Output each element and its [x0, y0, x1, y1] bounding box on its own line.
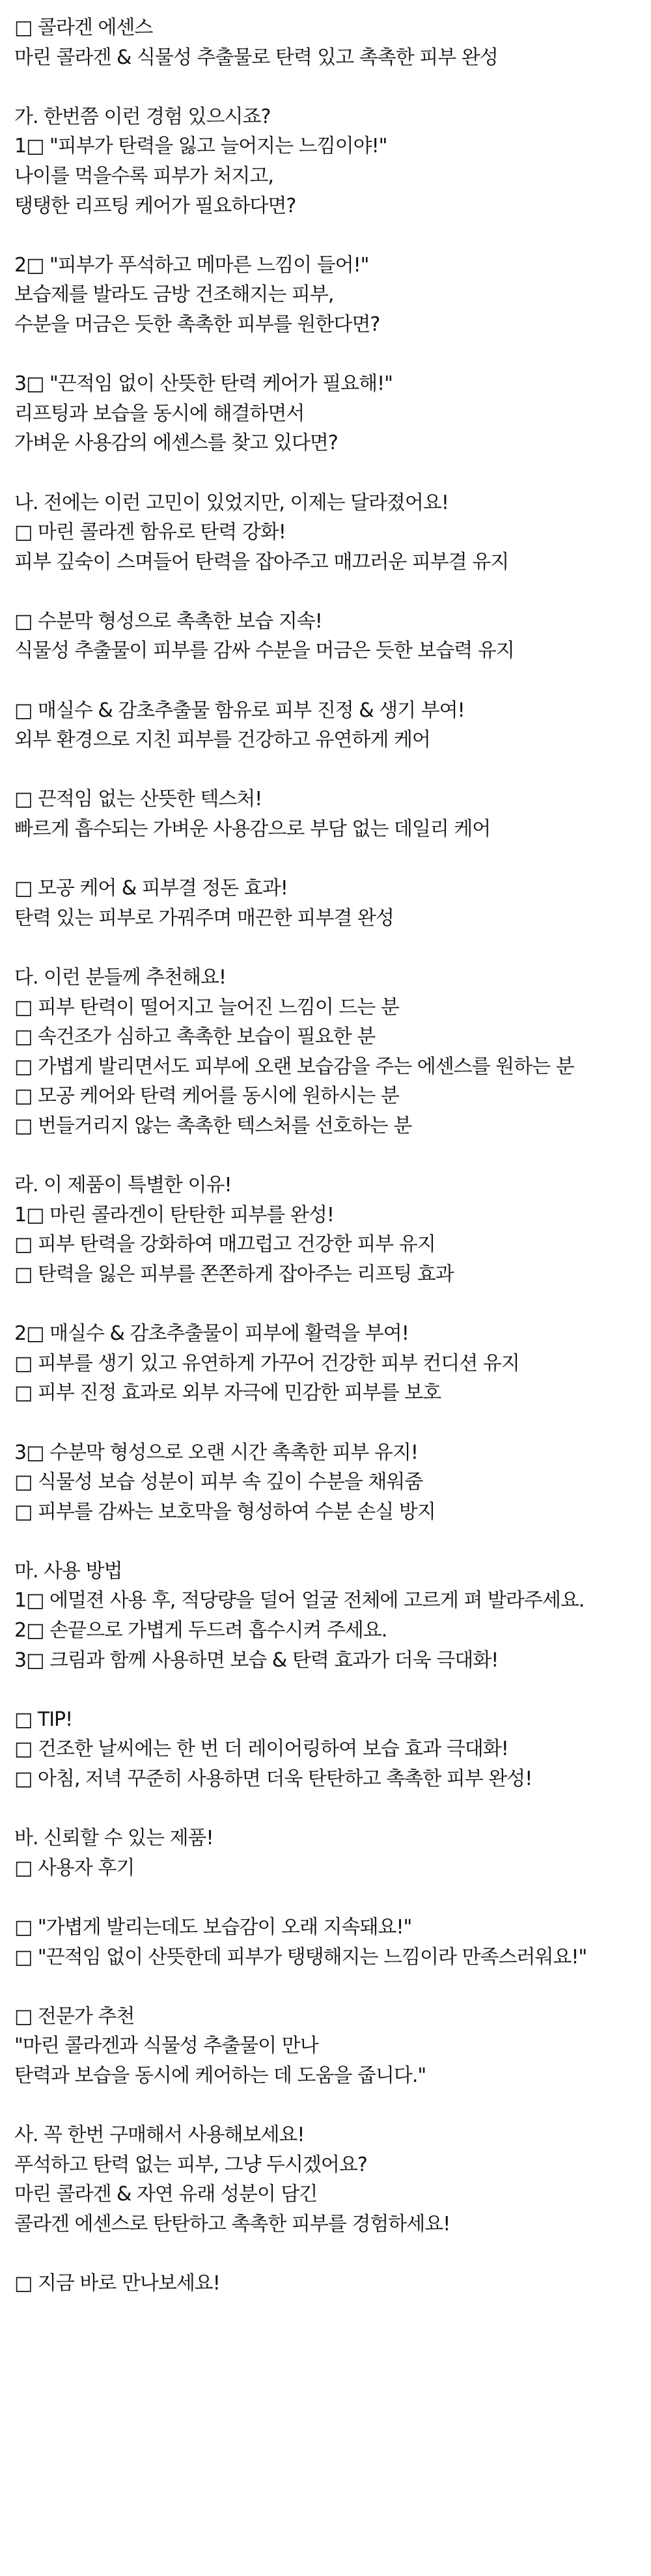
text-line: 1□ 에멀젼 사용 후, 적당량을 덜어 얼굴 전체에 고르게 펴 발라주세요. [14, 1589, 585, 1613]
text-line: 3□ 수분막 형성으로 오랜 시간 촉촉한 피부 유지! [14, 1441, 418, 1464]
text-line: □ 가볍게 발리면서도 피부에 오랜 보습감을 주는 에센스를 원하는 분 [14, 1055, 574, 1078]
text-line: 라. 이 제품이 특별한 이유! [14, 1174, 232, 1197]
text-line: 사. 꼭 한번 구매해서 사용해보세요! [14, 2124, 305, 2147]
text-line: 3□ 크림과 함께 사용하면 보습 & 탄력 효과가 더욱 극대화! [14, 1648, 499, 1672]
text-line: 수분을 머금은 듯한 촉촉한 피부를 원한다면? [14, 312, 380, 336]
text-line: 식물성 추출물이 피부를 감싸 수분을 머금은 듯한 보습력 유지 [14, 639, 514, 663]
text-line: 바. 신뢰할 수 있는 제품! [14, 1827, 214, 1850]
text-line: "마린 콜라겐과 식물성 추출물이 만나 [14, 2034, 318, 2058]
text-line: 탱탱한 리프팅 케어가 필요하다면? [14, 194, 296, 217]
blank-line [14, 844, 646, 874]
document-body [14, 13, 646, 2299]
text-line: 콜라겐 에센스로 탄탄하고 촉촉한 피부를 경험하세요! [14, 2212, 450, 2236]
blank-line [14, 458, 646, 488]
text-line: □ 모공 케어 & 피부결 정돈 효과! [14, 877, 288, 900]
blank-line [14, 1141, 646, 1171]
text-line: 피부 깊숙이 스며들어 탄력을 잡아주고 매끄러운 피부결 유지 [14, 550, 509, 574]
text-line: 2□ 손끝으로 가볍게 두드려 흡수시켜 주세요. [14, 1619, 387, 1642]
text-line: 가벼운 사용감의 에센스를 찾고 있다면? [14, 432, 338, 455]
text-line: □ 콜라겐 에센스 [14, 16, 153, 39]
text-line: □ 속건조가 심하고 촉촉한 보습이 필요한 분 [14, 1025, 376, 1049]
text-line: □ 피부를 생기 있고 유연하게 가꾸어 건강한 피부 컨디션 유지 [14, 1351, 519, 1375]
text-line: □ 건조한 날씨에는 한 번 더 레이어링하여 보습 효과 극대화! [14, 1738, 508, 1761]
text-line: 3□ "끈적임 없이 산뜻한 탄력 케어가 필요해!" [14, 372, 393, 396]
blank-line [14, 340, 646, 370]
text-line: □ "가볍게 발리는데도 보습감이 오래 지속돼요!" [14, 1916, 412, 1939]
text-line: 탄력 있는 피부로 가꿔주며 매끈한 피부결 완성 [14, 906, 394, 930]
blank-line [14, 1290, 646, 1320]
blank-line [14, 1883, 646, 1913]
text-line: □ 번들거리지 않는 촉촉한 텍스처를 선호하는 분 [14, 1114, 412, 1137]
text-line: 1□ "피부가 탄력을 잃고 늘어지는 느낌이야!" [14, 135, 387, 158]
text-line: □ 매실수 & 감초추출물 함유로 피부 진정 & 생기 부여! [14, 699, 465, 722]
text-line: □ TIP! [14, 1708, 73, 1731]
blank-line [14, 1675, 646, 1705]
text-line: □ 지금 바로 만나보세요! [14, 2272, 220, 2295]
blank-line [14, 72, 646, 102]
text-line: □ 끈적임 없는 산뜻한 텍스처! [14, 788, 262, 811]
text-line: □ 마린 콜라겐 함유로 탄력 강화! [14, 521, 286, 544]
blank-line [14, 2239, 646, 2269]
text-line: 마린 콜라겐 & 식물성 추출물로 탄력 있고 촉촉한 피부 완성 [14, 46, 498, 69]
text-line: □ "끈적임 없이 산뜻한데 피부가 탱탱해지는 느낌이라 만족스러워요!" [14, 1945, 587, 1969]
text-line: 1□ 마린 콜라겐이 탄탄한 피부를 완성! [14, 1203, 334, 1226]
text-line: 마린 콜라겐 & 자연 유래 성분이 담긴 [14, 2183, 318, 2206]
blank-line [14, 1527, 646, 1557]
blank-line [14, 666, 646, 696]
text-line: 다. 이런 분들께 추천해요! [14, 966, 226, 989]
text-line: 푸석하고 탄력 없는 피부, 그냥 두시겠어요? [14, 2153, 367, 2176]
text-line: 빠르게 흡수되는 가벼운 사용감으로 부담 없는 데일리 케어 [14, 818, 491, 841]
text-line: 외부 환경으로 지친 피부를 건강하고 유연하게 케어 [14, 728, 430, 752]
blank-line [14, 2091, 646, 2121]
text-line: □ 식물성 보습 성분이 피부 속 깊이 수분을 채워줌 [14, 1471, 423, 1494]
blank-line [14, 221, 646, 251]
text-line: 보습제를 발라도 금방 건조해지는 피부, [14, 283, 334, 307]
text-line: □ 아침, 저녁 꾸준히 사용하면 더욱 탄탄하고 촉촉한 피부 완성! [14, 1767, 533, 1791]
blank-line [14, 577, 646, 607]
blank-line [14, 755, 646, 785]
text-line: 2□ 매실수 & 감초추출물이 피부에 활력을 부여! [14, 1322, 409, 1346]
text-line: 나. 전에는 이런 고민이 있었지만, 이제는 달라졌어요! [14, 491, 449, 514]
text-line: □ 사용자 후기 [14, 1856, 135, 1879]
text-line: □ 탄력을 잃은 피부를 쫀쫀하게 잡아주는 리프팅 효과 [14, 1262, 454, 1286]
text-line: 탄력과 보습을 동시에 케어하는 데 도움을 줍니다." [14, 2064, 426, 2087]
text-line: 리프팅과 보습을 동시에 해결하면서 [14, 402, 305, 425]
text-line: □ 전문가 추천 [14, 2004, 135, 2028]
text-line: 2□ "피부가 푸석하고 메마른 느낌이 들어!" [14, 253, 369, 277]
blank-line [14, 1794, 646, 1824]
text-line: □ 모공 케어와 탄력 케어를 동시에 원하시는 분 [14, 1085, 399, 1108]
text-line: 마. 사용 방법 [14, 1559, 122, 1583]
blank-line [14, 1972, 646, 2002]
text-line: □ 피부 진정 효과로 외부 자극에 민감한 피부를 보호 [14, 1381, 441, 1405]
text-line: □ 피부 탄력이 떨어지고 늘어진 느낌이 드는 분 [14, 995, 399, 1019]
text-line: □ 수분막 형성으로 촉촉한 보습 지속! [14, 609, 322, 633]
text-line: 가. 한번쯤 이런 경험 있으시죠? [14, 105, 271, 128]
text-line: 나이를 먹을수록 피부가 처지고, [14, 164, 273, 187]
blank-line [14, 1408, 646, 1438]
text-line: □ 피부를 감싸는 보호막을 형성하여 수분 손실 방지 [14, 1500, 436, 1523]
text-line: □ 피부 탄력을 강화하여 매끄럽고 건강한 피부 유지 [14, 1233, 436, 1256]
blank-line [14, 933, 646, 963]
